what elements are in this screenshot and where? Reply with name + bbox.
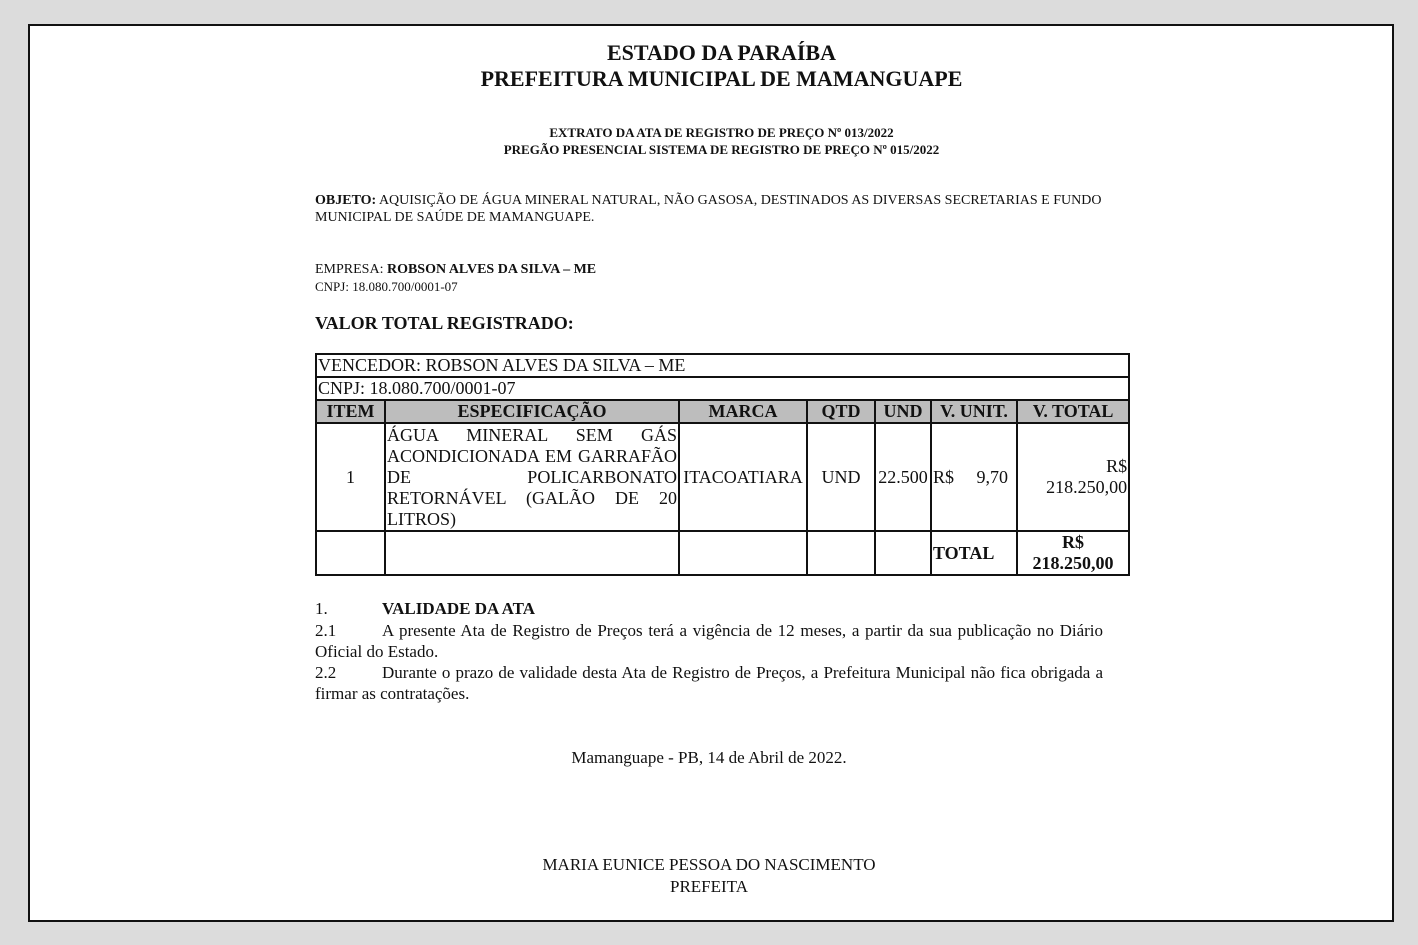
- cell-marca: ITACOATIARA: [679, 423, 807, 531]
- state-heading: ESTADO DA PARAÍBA: [607, 40, 836, 65]
- objeto-text: AQUISIÇÃO DE ÁGUA MINERAL NATURAL, NÃO GASOSA, DESTINADOS AS DIVERSAS SECRETARIAS E FUNDO MUNICIPAL DE SAÚDE DE MAMANGUAPE.: [315, 193, 1102, 225]
- header-qtd: QTD: [807, 400, 875, 423]
- validade-p2-num: 2.2: [315, 663, 337, 682]
- objeto-paragraph: [315, 192, 1115, 226]
- total-value: R$ 218.250,00: [1017, 531, 1129, 575]
- cnpj-cell: CNPJ: 18.080.700/0001-07: [316, 377, 1129, 400]
- header-spec: ESPECIFICAÇÃO: [385, 400, 679, 423]
- cell-spec: ÁGUA MINERAL SEM GÁS ACONDICIONADA EM GARRAFÃO DE POLICARBONATO RETORNÁVEL (GALÃO DE 20 LITROS): [385, 423, 679, 531]
- table-header-row: [316, 400, 1129, 423]
- date-line: Mamanguape - PB, 14 de Abril de 2022.: [571, 748, 847, 767]
- validade-title: VALIDADE DA ATA: [382, 599, 536, 618]
- header-vtotal: V. TOTAL: [1017, 400, 1129, 423]
- header-marca: MARCA: [679, 400, 807, 423]
- total-row: [316, 531, 1129, 575]
- total-empty-2: [385, 531, 679, 575]
- total-empty-1: [316, 531, 385, 575]
- document-page: [28, 24, 1394, 922]
- total-empty-3: [679, 531, 807, 575]
- empresa-label: EMPRESA:: [315, 262, 384, 277]
- header-item: ITEM: [316, 400, 385, 423]
- valor-title: VALOR TOTAL REGISTRADO:: [315, 313, 574, 333]
- validade-p1-text: A presente Ata de Registro de Preços terá a vigência de 12 meses, a partir da sua publicação no Diário Oficial do Estado.: [315, 621, 1103, 661]
- cell-qtd: UND: [807, 423, 875, 531]
- validade-p2-text: Durante o prazo de validade desta Ata de Registro de Preços, a Prefeitura Municipal não fica obrigada a firmar as contratações.: [315, 663, 1103, 703]
- cell-item: 1: [316, 423, 385, 531]
- cell-vtotal: R$ 218.250,00: [1017, 423, 1129, 531]
- vencedor-row: [316, 354, 1129, 377]
- empresa-cnpj: CNPJ: 18.080.700/0001-07: [315, 279, 458, 294]
- cell-und: 22.500: [875, 423, 931, 531]
- total-label: TOTAL: [931, 531, 1017, 575]
- cnpj-row: [316, 377, 1129, 400]
- signature-role: PREFEITA: [670, 877, 748, 896]
- extract-heading: EXTRATO DA ATA DE REGISTRO DE PREÇO Nº 013/2022: [549, 125, 894, 140]
- pregao-heading: PREGÃO PRESENCIAL SISTEMA DE REGISTRO DE PREÇO Nº 015/2022: [503, 142, 940, 157]
- validade-p1: [315, 620, 1103, 662]
- total-empty-5: [875, 531, 931, 575]
- empresa-name: ROBSON ALVES DA SILVA – ME: [386, 262, 597, 277]
- validade-p2: [315, 662, 1103, 704]
- price-table: [315, 353, 1130, 576]
- validade-heading: [315, 598, 1103, 619]
- empresa-line: [315, 261, 1115, 278]
- vencedor-cell: VENCEDOR: ROBSON ALVES DA SILVA – ME: [316, 354, 1129, 377]
- table-row: [316, 423, 1129, 531]
- objeto-label: OBJETO:: [315, 193, 377, 208]
- prefecture-heading: PREFEITURA MUNICIPAL DE MAMANGUAPE: [480, 66, 963, 91]
- validade-p1-num: 2.1: [315, 621, 337, 640]
- validade-num: 1.: [315, 599, 328, 618]
- cell-vunit: R$ 9,70: [931, 423, 1017, 531]
- total-empty-4: [807, 531, 875, 575]
- signature-name: MARIA EUNICE PESSOA DO NASCIMENTO: [542, 855, 876, 874]
- header-vunit: V. UNIT.: [931, 400, 1017, 423]
- header-und: UND: [875, 400, 931, 423]
